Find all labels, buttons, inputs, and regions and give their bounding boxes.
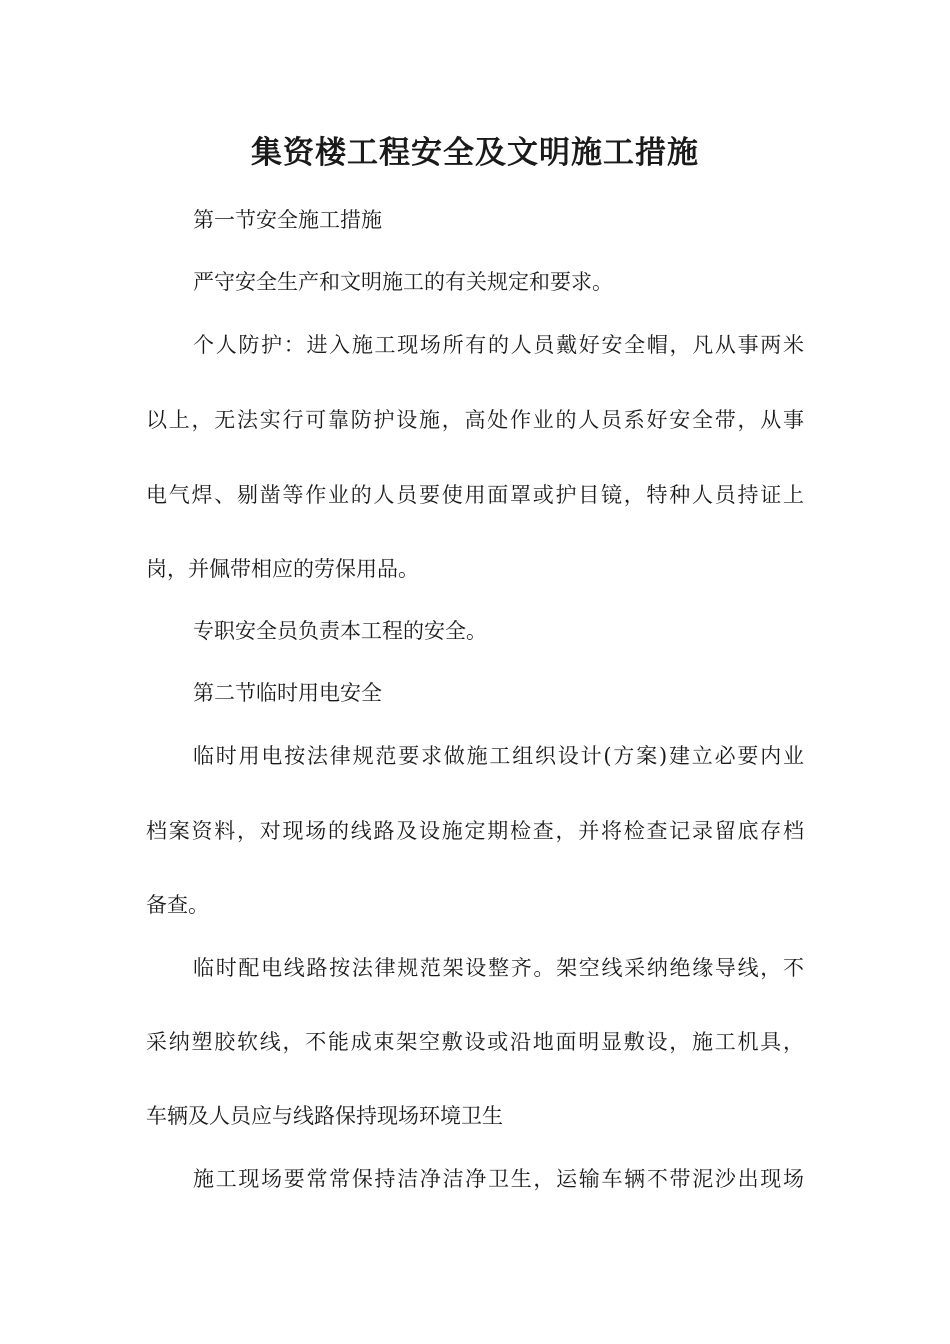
paragraph-line: 临时用电按法律规范要求做施工组织设计(方案)建立必要内业 bbox=[193, 744, 804, 768]
paragraph-line: 专职安全员负责本工程的安全。 bbox=[193, 619, 487, 643]
paragraph-line: 临时配电线路按法律规范架设整齐。架空线采纳绝缘导线，不 bbox=[193, 956, 804, 980]
paragraph-line: 档案资料，对现场的线路及设施定期检查，并将检查记录留底存档 bbox=[146, 819, 804, 843]
paragraph-line: 施工现场要常常保持洁净洁净卫生，运输车辆不带泥沙出现场 bbox=[193, 1167, 804, 1191]
paragraph-line: 车辆及人员应与线路保持现场环境卫生 bbox=[146, 1104, 503, 1128]
paragraph-line: 岗，并佩带相应的劳保用品。 bbox=[146, 557, 419, 581]
paragraph-line: 个人防护：进入施工现场所有的人员戴好安全帽，凡从事两米 bbox=[193, 333, 804, 357]
paragraph-line: 以上，无法实行可靠防护设施，高处作业的人员系好安全带，从事 bbox=[146, 408, 804, 432]
paragraph-line: 严守安全生产和文明施工的有关规定和要求。 bbox=[193, 270, 613, 294]
section-heading-1: 第一节安全施工措施 bbox=[193, 208, 382, 232]
paragraph-line: 备查。 bbox=[146, 893, 209, 917]
document-title: 集资楼工程安全及文明施工措施 bbox=[251, 135, 699, 171]
section-heading-2: 第二节临时用电安全 bbox=[193, 681, 382, 705]
paragraph-line: 电气焊、剔凿等作业的人员要使用面罩或护目镜，特种人员持证上 bbox=[146, 483, 804, 507]
paragraph-line: 采纳塑胶软线，不能成束架空敷设或沿地面明显敷设，施工机具， bbox=[146, 1030, 804, 1054]
